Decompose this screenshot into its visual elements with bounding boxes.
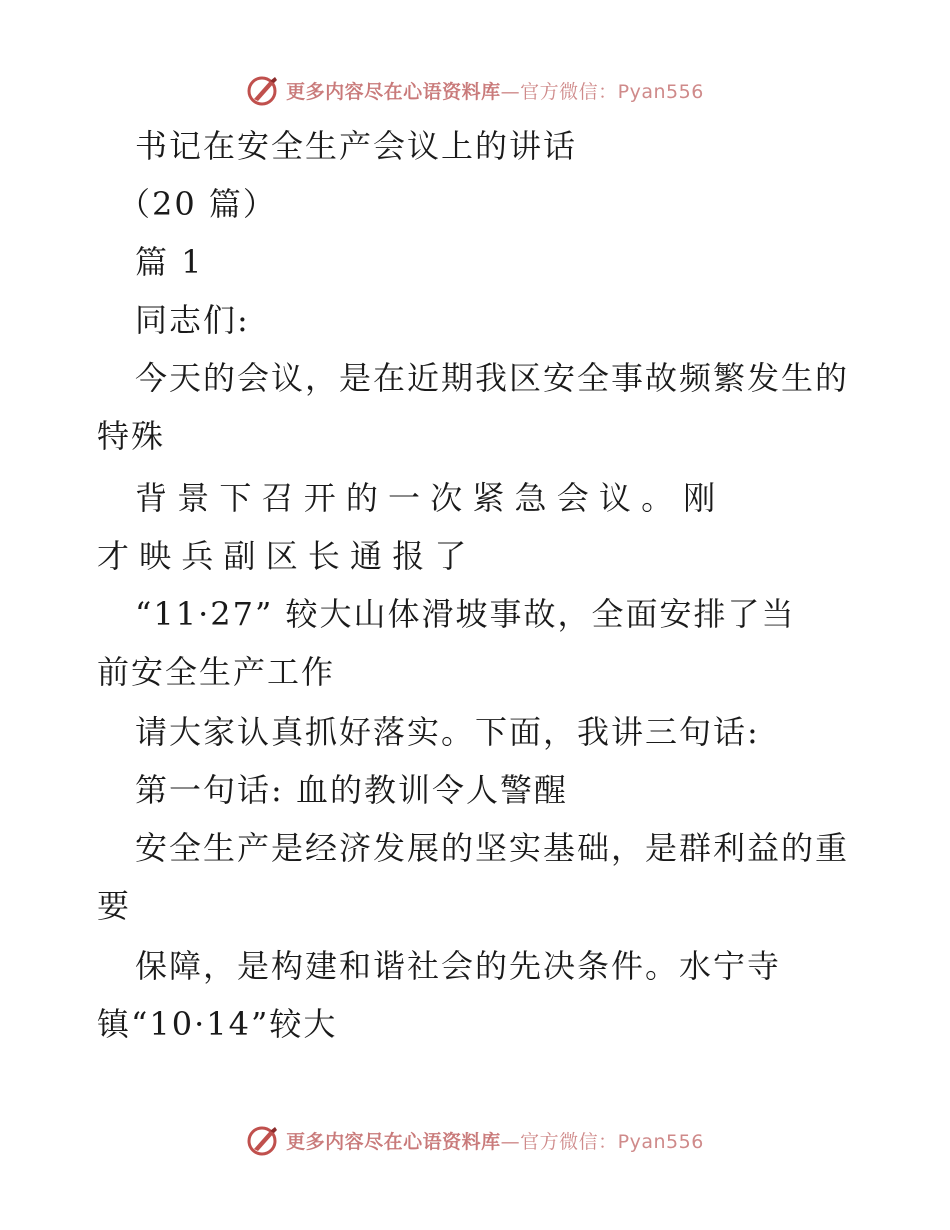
paragraph-line: “11·27” 较大山体滑坡事故，全面安排了当 [135, 595, 796, 633]
document-count: （20 篇） [118, 185, 277, 223]
paragraph-line: 镇“10·14”较大 [97, 1005, 338, 1043]
watermark-account: 官方微信：Pyan556 [520, 80, 704, 103]
subsection-heading: 第一句话: 血的教训令人警醒 [135, 771, 568, 809]
paragraph-line: 才 映 兵 副 区 长 通 报 了 [97, 537, 467, 575]
paragraph-line: 安全生产是经济发展的坚实基础，是群利益的重 [135, 829, 850, 867]
section-heading: 篇 1 [135, 243, 204, 281]
watermark-main: 更多内容尽在心语资料库 [286, 1130, 501, 1153]
watermark-text [286, 1127, 704, 1154]
paragraph-line: 背 景 下 召 开 的 一 次 紧 急 会 议 。 刚 [135, 479, 716, 517]
paragraph-line: 前安全生产工作 [97, 653, 336, 691]
document-title: 书记在安全生产会议上的讲话 [135, 127, 578, 165]
pen-logo-icon [246, 1123, 280, 1157]
watermark-separator: — [500, 1130, 521, 1153]
salutation: 同志们: [135, 301, 250, 339]
watermark-separator: — [500, 80, 521, 103]
header-watermark [0, 70, 950, 110]
watermark-text [286, 77, 704, 104]
paragraph-line: 请大家认真抓好落实。下面，我讲三句话: [135, 713, 760, 751]
paragraph-line: 保障，是构建和谐社会的先决条件。水宁寺 [135, 947, 782, 985]
paragraph-line: 要 [97, 887, 132, 925]
footer-watermark [0, 1120, 950, 1160]
pen-logo-icon [246, 73, 280, 107]
watermark-main: 更多内容尽在心语资料库 [286, 80, 501, 103]
watermark-account: 官方微信：Pyan556 [520, 1130, 704, 1153]
paragraph-line: 特殊 [97, 417, 166, 455]
paragraph-line: 今天的会议，是在近期我区安全事故频繁发生的 [135, 359, 850, 397]
